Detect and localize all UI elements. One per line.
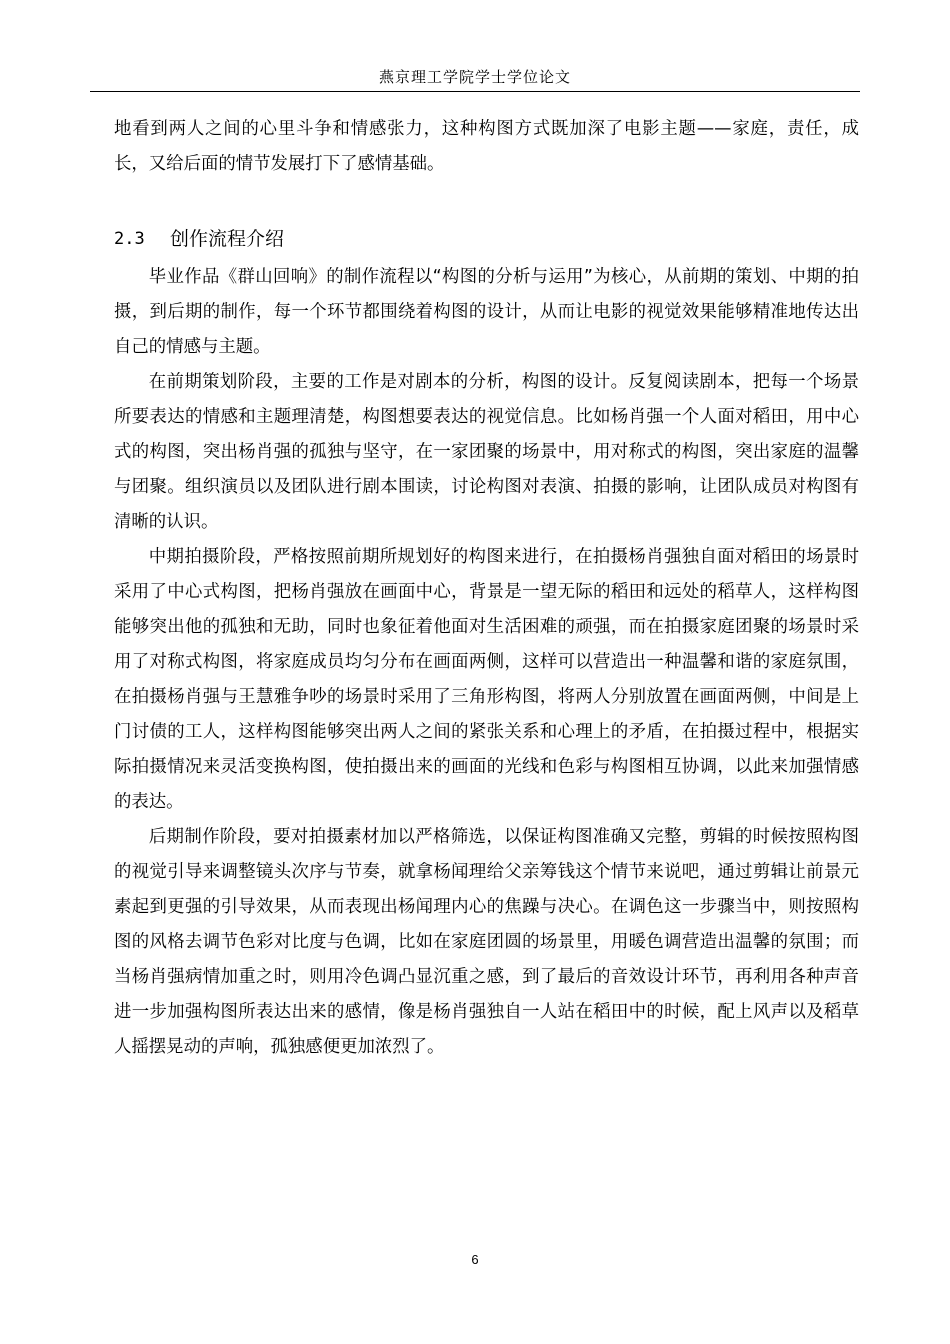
section-number: 2.3 (114, 228, 145, 249)
section-heading (114, 217, 859, 260)
page-body (114, 112, 859, 1065)
running-header: 燕京理工学院学士学位论文 (378, 68, 571, 86)
header-rule (90, 91, 860, 92)
section-title: 创作流程介绍 (170, 227, 285, 250)
opening-paragraph: 地看到两人之间的心里斗争和情感张力，这种构图方式既加深了电影主题——家庭，责任，成长，又给后面的情节发展打下了感情基础。 (114, 119, 859, 174)
paragraph-postproduction: 后期制作阶段，要对拍摄素材加以严格筛选，以保证构图准确又完整，剪辑的时候按照构图的视觉引导来调整镜头次序与节奏，就拿杨闻理给父亲筹钱这个情节来说吧，通过剪辑让前景元素起到更强的引导效果，从而表现出杨闻理内心的焦躁与决心。在调色这一步骤当中，则按照构图的风格去调节色彩对比度与色调，比如在家庭团圆的场景里，用暖色调营造出温馨的氛围；而当杨肖强病情加重之时，则用冷色调凸显沉重之感，到了最后的音效设计环节，再利用各种声音进一步加强构图所表达出来的感情，像是杨肖强独自一人站在稻田中的时候，配上风声以及稻草人摇摆晃动的声响，孤独感便更加浓烈了。 (114, 827, 859, 1057)
paragraph-preproduction: 在前期策划阶段，主要的工作是对剧本的分析，构图的设计。反复阅读剧本，把每一个场景所要表达的情感和主题理清楚，构图想要表达的视觉信息。比如杨肖强一个人面对稻田，用中心式的构图，突出杨肖强的孤独与坚守，在一家团聚的场景中，用对称式的构图，突出家庭的温馨与团聚。组织演员以及团队进行剧本围读，讨论构图对表演、拍摄的影响，让团队成员对构图有清晰的认识。 (114, 372, 859, 532)
paragraph-intro: 毕业作品《群山回响》的制作流程以“构图的分析与运用”为核心，从前期的策划、中期的拍摄，到后期的制作，每一个环节都围绕着构图的设计，从而让电影的视觉效果能够精准地传达出自己的情感与主题。 (114, 267, 859, 357)
page-number: 6 (471, 1252, 479, 1267)
paragraph-shooting: 中期拍摄阶段，严格按照前期所规划好的构图来进行，在拍摄杨肖强独自面对稻田的场景时采用了中心式构图，把杨肖强放在画面中心，背景是一望无际的稻田和远处的稻草人，这样构图能够突出他的孤独和无助，同时也象征着他面对生活困难的顽强，而在拍摄家庭团聚的场景时采用了对称式构图，将家庭成员均匀分布在画面两侧，这样可以营造出一种温馨和谐的家庭氛围，在拍摄杨肖强与王慧雅争吵的场景时采用了三角形构图，将两人分别放置在画面两侧，中间是上门讨债的工人，这样构图能够突出两人之间的紧张关系和心理上的矛盾，在拍摄过程中，根据实际拍摄情况来灵活变换构图，使拍摄出来的画面的光线和色彩与构图相互协调，以此来加强情感的表达。 (114, 547, 859, 812)
